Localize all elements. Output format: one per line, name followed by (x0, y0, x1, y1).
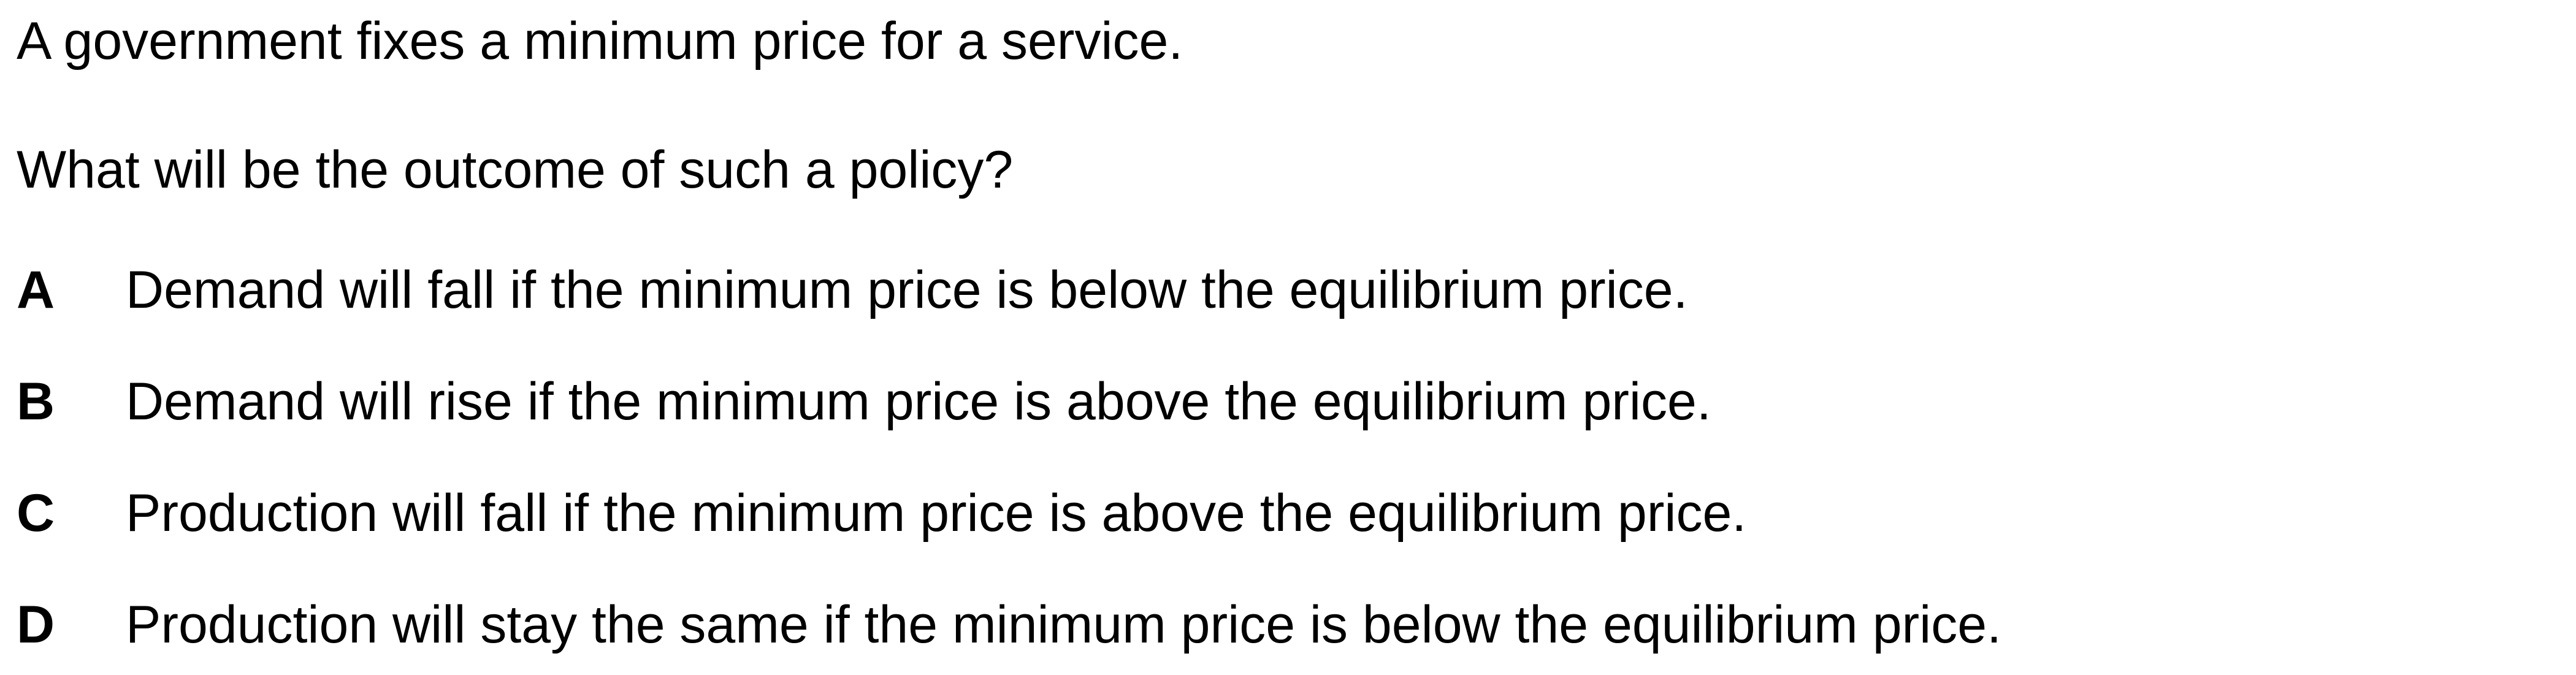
option-d-text: Production will stay the same if the minimum price is below the equilibrium price. (126, 595, 2002, 654)
option-a-letter: A (17, 261, 55, 319)
question-stem-statement: A government fixes a minimum price for a service. (17, 12, 1183, 71)
option-b-text: Demand will rise if the minimum price is above the equilibrium price. (126, 372, 1711, 431)
question-stem-prompt: What will be the outcome of such a policy? (17, 140, 1014, 199)
option-c-text: Production will fall if the minimum price is above the equilibrium price. (126, 484, 1747, 543)
option-a-text: Demand will fall if the minimum price is below the equilibrium price. (126, 261, 1688, 319)
option-d-letter: D (17, 595, 55, 654)
option-c-letter: C (17, 484, 55, 543)
option-b-letter: B (17, 372, 55, 431)
